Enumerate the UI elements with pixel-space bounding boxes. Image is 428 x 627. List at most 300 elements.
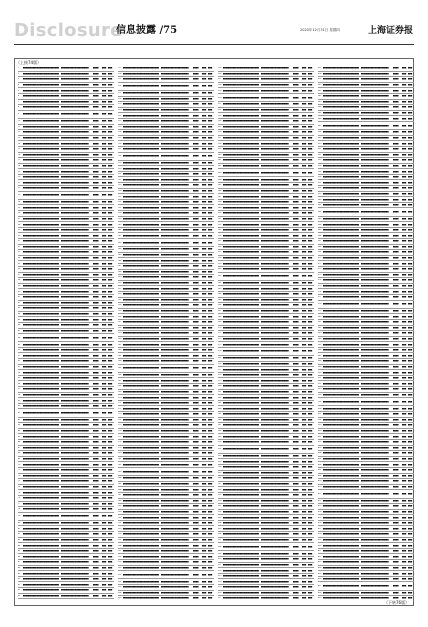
fund-name-cell: ██████████████████████████: [323, 505, 359, 508]
row-number: 115: [118, 78, 122, 81]
type-cell: ███: [208, 550, 213, 553]
item-cell: ████████████████████: [361, 555, 389, 558]
item-cell: ████████████████████: [261, 275, 289, 278]
type-cell: ███: [108, 131, 113, 134]
volume-cell: ███: [202, 276, 207, 279]
date-cell: ████: [293, 591, 299, 594]
volume-cell: ███: [102, 296, 107, 299]
item-cell: ████████████████████: [361, 332, 389, 335]
volume-cell: ███: [102, 137, 107, 140]
type-cell: ███: [208, 402, 213, 405]
row-number: 60: [18, 405, 21, 408]
type-cell: ███: [408, 538, 413, 541]
row-number: 396: [318, 407, 322, 410]
date-cell: ████: [93, 550, 99, 553]
type-cell: ███: [308, 448, 313, 451]
item-cell: ████████████████████: [61, 120, 89, 123]
fund-name-cell: ██████████████████████████: [23, 194, 59, 197]
type-cell: ███: [408, 435, 413, 438]
type-cell: ███: [108, 148, 113, 151]
item-cell: ████████████████████: [161, 566, 189, 569]
type-cell: ███: [408, 124, 413, 127]
row-number: 352: [318, 153, 322, 156]
fund-name-cell: ██████████████████████████: [323, 430, 359, 433]
row-number: 41: [18, 296, 21, 299]
date-cell: ████: [93, 365, 99, 368]
row-number: 380: [318, 315, 322, 318]
fund-name-cell: ██████████████████████████: [123, 510, 159, 513]
date-cell: ████: [193, 516, 199, 519]
type-cell: ███: [408, 67, 413, 70]
item-cell: ████████████████████: [61, 382, 89, 385]
row-number: 243: [218, 171, 222, 174]
item-cell: ████████████████████: [361, 446, 389, 449]
fund-name-cell: ██████████████████████████: [123, 374, 159, 377]
volume-cell: ███: [202, 254, 207, 257]
type-cell: ███: [408, 217, 413, 220]
fund-name-cell: ██████████████████████████: [323, 393, 359, 396]
volume-cell: ███: [402, 170, 407, 173]
type-cell: ███: [408, 72, 413, 75]
date-cell: ████: [393, 400, 399, 403]
table-row: [318, 582, 414, 590]
type-cell: ███: [408, 310, 413, 313]
fund-name-cell: ██████████████████████████: [123, 555, 159, 558]
fund-name-cell: ██████████████████████████: [223, 357, 259, 360]
type-cell: ███: [308, 396, 313, 399]
row-number: 157: [118, 321, 122, 324]
type-cell: ███: [308, 212, 313, 215]
item-cell: ████████████████████: [61, 324, 89, 327]
item-cell: ████████████████████: [261, 326, 289, 329]
date-cell: ████: [293, 575, 299, 578]
volume-cell: ███: [302, 223, 307, 226]
type-cell: ███: [308, 569, 313, 572]
fund-name-cell: ██████████████████████████: [223, 262, 259, 265]
item-cell: ████████████████████: [361, 204, 389, 207]
fund-name-cell: ██████████████████████████: [323, 486, 359, 489]
item-cell: ████████████████████: [261, 379, 289, 382]
volume-cell: ███: [202, 488, 207, 491]
item-cell: ████████████████████: [261, 89, 289, 92]
row-number: 84: [18, 544, 21, 547]
row-number: 188: [118, 499, 122, 502]
volume-cell: ███: [202, 374, 207, 377]
date-cell: ████: [93, 382, 99, 385]
date-cell: ████: [93, 491, 99, 494]
volume-cell: ███: [302, 418, 307, 421]
fund-name-cell: ██████████████████████████: [123, 396, 159, 399]
date-cell: ████: [393, 234, 399, 237]
date-cell: ████: [93, 285, 99, 288]
fund-name-cell: ██████████████████████████: [223, 212, 259, 215]
item-cell: ████████████████████: [61, 360, 89, 363]
type-cell: ███: [208, 533, 213, 536]
row-number: 190: [118, 510, 122, 513]
fund-name-cell: ██████████████████████████: [123, 360, 159, 363]
date-cell: ████: [293, 455, 299, 458]
volume-cell: ███: [302, 499, 307, 502]
volume-cell: ███: [302, 488, 307, 491]
type-cell: ███: [108, 343, 113, 346]
date-cell: ████: [293, 229, 299, 232]
fund-name-cell: ██████████████████████████: [323, 424, 359, 427]
fund-name-cell: ██████████████████████████: [323, 566, 359, 569]
type-cell: ███: [408, 112, 413, 115]
fund-name-cell: ██████████████████████████: [323, 371, 359, 374]
type-cell: ███: [308, 538, 313, 541]
item-cell: ████████████████████: [61, 176, 89, 179]
row-number: 160: [118, 337, 122, 340]
item-cell: ████████████████████: [161, 390, 189, 393]
volume-cell: ███: [202, 597, 207, 600]
volume-cell: ███: [202, 298, 207, 301]
item-cell: ████████████████████: [161, 321, 189, 324]
item-cell: ████████████████████: [261, 201, 289, 204]
volume-cell: ███: [102, 307, 107, 310]
type-cell: ███: [308, 201, 313, 204]
type-cell: ███: [308, 251, 313, 254]
volume-cell: ███: [302, 586, 307, 589]
type-cell: ███: [208, 499, 213, 502]
table-row: [318, 398, 414, 406]
date-cell: ████: [393, 424, 399, 427]
fund-name-cell: ██████████████████████████: [223, 374, 259, 377]
row-number: 203: [118, 586, 122, 589]
date-cell: ████: [393, 430, 399, 433]
date-cell: ████: [293, 466, 299, 469]
type-cell: ███: [308, 424, 313, 427]
volume-cell: ███: [202, 360, 207, 363]
item-cell: ████████████████████: [361, 486, 389, 489]
volume-cell: ███: [402, 430, 407, 433]
fund-name-cell: ██████████████████████████: [223, 379, 259, 382]
table-row: [18, 334, 114, 342]
volume-cell: ███: [102, 491, 107, 494]
type-cell: ███: [308, 483, 313, 486]
fund-name-cell: ██████████████████████████: [23, 527, 59, 530]
table-row: [18, 111, 114, 119]
item-cell: ████████████████████: [161, 544, 189, 547]
type-cell: ███: [308, 362, 313, 365]
volume-cell: ███: [102, 594, 107, 597]
fund-name-cell: ██████████████████████████: [323, 382, 359, 385]
fund-name-cell: ██████████████████████████: [223, 580, 259, 583]
type-cell: ███: [408, 371, 413, 374]
volume-cell: ███: [302, 494, 307, 497]
date-cell: ████: [93, 181, 99, 184]
item-cell: ████████████████████: [361, 393, 389, 396]
fund-name-cell: ██████████████████████████: [123, 407, 159, 410]
date-cell: ████: [293, 362, 299, 365]
fund-name-cell: ██████████████████████████: [23, 324, 59, 327]
date-cell: ████: [93, 424, 99, 427]
type-cell: ███: [308, 159, 313, 162]
item-cell: ████████████████████: [161, 131, 189, 134]
type-cell: ███: [208, 78, 213, 81]
type-cell: ███: [108, 142, 113, 145]
type-cell: ███: [108, 508, 113, 511]
item-cell: ████████████████████: [361, 597, 389, 600]
row-number: 298: [218, 488, 222, 491]
volume-cell: ███: [102, 290, 107, 293]
date-cell: ████: [93, 446, 99, 449]
fund-name-cell: ██████████████████████████: [23, 318, 59, 321]
item-cell: ████████████████████: [61, 508, 89, 511]
fund-name-cell: ██████████████████████████: [223, 402, 259, 405]
date-cell: ████: [193, 178, 199, 181]
type-cell: ███: [308, 357, 313, 360]
row-number: 191: [118, 516, 122, 519]
volume-cell: ███: [302, 293, 307, 296]
date-cell: ████: [193, 125, 199, 128]
item-cell: ████████████████████: [61, 343, 89, 346]
volume-cell: ███: [302, 178, 307, 181]
fund-name-cell: ██████████████████████████: [323, 84, 359, 87]
volume-cell: ███: [302, 332, 307, 335]
date-cell: ████: [293, 178, 299, 181]
date-cell: ████: [293, 287, 299, 290]
type-cell: ███: [308, 315, 313, 318]
item-cell: ████████████████████: [361, 388, 389, 391]
fund-name-cell: ██████████████████████████: [323, 499, 359, 502]
row-number: 155: [118, 310, 122, 313]
fund-name-cell: ██████████████████████████: [123, 67, 159, 70]
volume-cell: ███: [402, 538, 407, 541]
row-number: 257: [218, 251, 222, 254]
date-cell: ████: [293, 275, 299, 278]
volume-cell: ███: [102, 508, 107, 511]
date-cell: ████: [193, 217, 199, 220]
type-cell: ███: [108, 446, 113, 449]
type-cell: ███: [308, 460, 313, 463]
item-cell: ████████████████████: [261, 164, 289, 167]
fund-name-cell: ██████████████████████████: [123, 103, 159, 106]
fund-name-cell: ██████████████████████████: [323, 100, 359, 103]
date-cell: ████: [293, 206, 299, 209]
row-number: 180: [118, 452, 122, 455]
row-number: 29: [18, 229, 21, 232]
fund-name-cell: ██████████████████████████: [23, 251, 59, 254]
type-cell: ███: [208, 184, 213, 187]
item-cell: ████████████████████: [61, 399, 89, 402]
volume-cell: ███: [102, 424, 107, 427]
item-cell: ████████████████████: [61, 206, 89, 209]
row-number: 235: [218, 125, 222, 128]
fund-name-cell: ██████████████████████████: [223, 466, 259, 469]
date-cell: ████: [193, 92, 199, 95]
table-column-2: [118, 66, 214, 600]
date-cell: ████: [193, 458, 199, 461]
volume-cell: ███: [102, 561, 107, 564]
row-number: 310: [218, 558, 222, 561]
date-cell: ████: [393, 349, 399, 352]
volume-cell: ███: [202, 265, 207, 268]
type-cell: ███: [208, 430, 213, 433]
volume-cell: ███: [302, 591, 307, 594]
fund-name-cell: ██████████████████████████: [323, 89, 359, 92]
fund-name-cell: ██████████████████████████: [23, 405, 59, 408]
volume-cell: ███: [202, 510, 207, 513]
type-cell: ███: [108, 572, 113, 575]
fund-name-cell: ██████████████████████████: [223, 455, 259, 458]
fund-name-cell: ██████████████████████████: [123, 544, 159, 547]
date-cell: ████: [93, 418, 99, 421]
volume-cell: ███: [302, 206, 307, 209]
date-cell: ████: [393, 245, 399, 248]
row-number: 187: [118, 494, 122, 497]
row-number: 362: [318, 211, 322, 214]
date-cell: ████: [393, 106, 399, 109]
row-number: 378: [318, 303, 322, 306]
item-cell: ████████████████████: [361, 176, 389, 179]
volume-cell: ███: [202, 184, 207, 187]
date-cell: ████: [193, 293, 199, 296]
type-cell: ███: [408, 486, 413, 489]
row-number: 317: [218, 597, 222, 600]
date-cell: ████: [393, 251, 399, 254]
date-cell: ████: [393, 310, 399, 313]
fund-name-cell: ██████████████████████████: [223, 206, 259, 209]
item-cell: ████████████████████: [161, 189, 189, 192]
volume-cell: ███: [402, 474, 407, 477]
row-number: 356: [318, 176, 322, 179]
type-cell: ███: [208, 282, 213, 285]
row-number: 368: [318, 245, 322, 248]
item-cell: ████████████████████: [161, 206, 189, 209]
type-cell: ███: [308, 240, 313, 243]
item-cell: ████████████████████: [61, 469, 89, 472]
type-cell: ███: [108, 430, 113, 433]
volume-cell: ███: [402, 510, 407, 513]
type-cell: ███: [308, 245, 313, 248]
type-cell: ███: [408, 211, 413, 214]
volume-cell: ███: [402, 441, 407, 444]
date-cell: ████: [293, 374, 299, 377]
table-row: [18, 409, 114, 417]
fund-name-cell: ██████████████████████████: [323, 360, 359, 363]
item-cell: ████████████████████: [261, 552, 289, 555]
fund-name-cell: ██████████████████████████: [23, 463, 59, 466]
volume-cell: ███: [202, 516, 207, 519]
item-cell: ████████████████████: [261, 407, 289, 410]
fund-name-cell: ██████████████████████████: [223, 569, 259, 572]
fund-name-cell: ██████████████████████████: [223, 558, 259, 561]
fund-name-cell: ██████████████████████████: [23, 594, 59, 597]
date-cell: ████: [93, 555, 99, 558]
fund-name-cell: ██████████████████████████: [123, 259, 159, 262]
row-number: 265: [218, 298, 222, 301]
fund-name-cell: ██████████████████████████: [323, 597, 359, 600]
volume-cell: ███: [102, 566, 107, 569]
item-cell: ████████████████████: [61, 268, 89, 271]
type-cell: ███: [108, 365, 113, 368]
type-cell: ███: [408, 393, 413, 396]
item-cell: ████████████████████: [261, 499, 289, 502]
date-cell: ████: [393, 170, 399, 173]
volume-cell: ███: [202, 92, 207, 95]
volume-cell: ███: [302, 159, 307, 162]
item-cell: ████████████████████: [261, 310, 289, 313]
date-cell: ████: [93, 176, 99, 179]
date-cell: ████: [193, 499, 199, 502]
fund-name-cell: ██████████████████████████: [323, 516, 359, 519]
row-number: 358: [318, 187, 322, 190]
date-cell: ████: [193, 155, 199, 158]
row-number: 282: [218, 396, 222, 399]
item-cell: ████████████████████: [161, 337, 189, 340]
row-number: 69: [18, 458, 21, 461]
date-cell: ████: [293, 142, 299, 145]
row-number: 266: [218, 304, 222, 307]
volume-cell: ███: [402, 492, 407, 495]
date-cell: ████: [193, 379, 199, 382]
date-cell: ████: [293, 125, 299, 128]
fund-name-cell: ██████████████████████████: [323, 78, 359, 81]
volume-cell: ███: [302, 435, 307, 438]
row-number: 350: [318, 142, 322, 145]
row-number: 120: [118, 109, 122, 112]
type-cell: ███: [308, 374, 313, 377]
item-cell: ████████████████████: [361, 106, 389, 109]
row-number: 12: [18, 131, 21, 134]
row-number: 15: [18, 148, 21, 151]
type-cell: ███: [108, 223, 113, 226]
type-cell: ███: [108, 176, 113, 179]
row-number: 238: [218, 142, 222, 145]
volume-cell: ███: [402, 296, 407, 299]
fund-name-cell: ██████████████████████████: [123, 287, 159, 290]
date-cell: ████: [93, 430, 99, 433]
row-number: 379: [318, 310, 322, 313]
date-cell: ████: [393, 463, 399, 466]
item-cell: ████████████████████: [361, 131, 389, 134]
date-cell: ████: [293, 343, 299, 346]
date-cell: ████: [93, 515, 99, 518]
date-cell: ████: [193, 137, 199, 140]
type-cell: ███: [308, 195, 313, 198]
date-cell: ████: [393, 148, 399, 151]
fund-name-cell: ██████████████████████████: [223, 435, 259, 438]
date-cell: ████: [193, 360, 199, 363]
type-cell: ███: [108, 336, 113, 339]
item-cell: ████████████████████: [361, 290, 389, 293]
row-number: 201: [118, 573, 122, 576]
row-number: 276: [218, 362, 222, 365]
fund-name-cell: ██████████████████████████: [123, 276, 159, 279]
fund-name-cell: ██████████████████████████: [123, 315, 159, 318]
type-cell: ███: [308, 488, 313, 491]
item-cell: ████████████████████: [261, 343, 289, 346]
row-number: 33: [18, 251, 21, 254]
row-number: 77: [18, 502, 21, 505]
date-cell: ████: [393, 176, 399, 179]
date-cell: ████: [393, 290, 399, 293]
item-cell: ████████████████████: [261, 189, 289, 192]
volume-cell: ███: [302, 153, 307, 156]
item-cell: ████████████████████: [161, 354, 189, 357]
type-cell: ███: [408, 377, 413, 380]
volume-cell: ███: [302, 569, 307, 572]
row-number: 410: [318, 486, 322, 489]
volume-cell: ███: [202, 337, 207, 340]
fund-name-cell: ██████████████████████████: [323, 229, 359, 232]
type-cell: ███: [308, 84, 313, 87]
fund-name-cell: ██████████████████████████: [223, 201, 259, 204]
fund-name-cell: ██████████████████████████: [123, 402, 159, 405]
fund-name-cell: ██████████████████████████: [23, 307, 59, 310]
row-number: 250: [218, 212, 222, 215]
